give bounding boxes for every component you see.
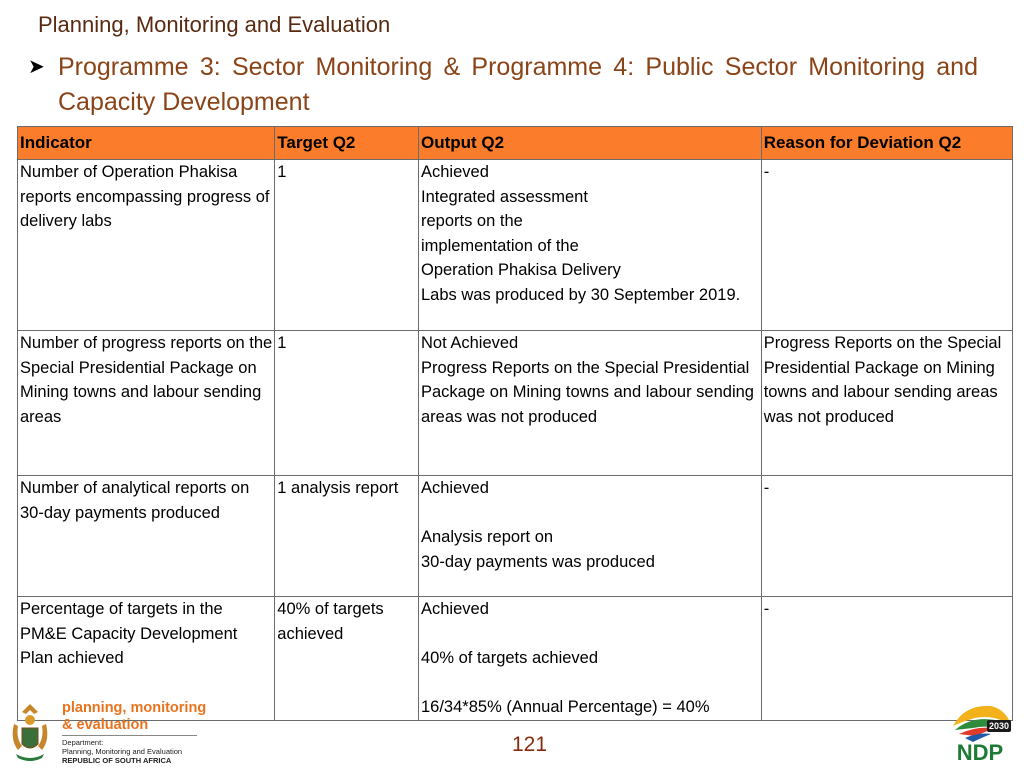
reason-cell: - xyxy=(761,597,1012,721)
programme-heading xyxy=(28,50,978,120)
table-row xyxy=(18,160,1013,331)
table-row xyxy=(18,331,1013,476)
output-line: implementation of the xyxy=(421,236,579,255)
output-cell xyxy=(419,331,762,476)
indicator-cell: Number of progress reports on the Special Presidential Package on Mining towns and labour sending areas xyxy=(18,331,275,476)
output-line: Integrated assessment xyxy=(421,187,588,206)
svg-text:NDP: NDP xyxy=(956,740,1004,764)
output-line: 40% of targets achieved xyxy=(421,649,599,667)
country-name: REPUBLIC OF SOUTH AFRICA xyxy=(62,756,172,765)
indicator-cell: Number of Operation Phakisa reports encompassing progress of delivery labs xyxy=(18,160,275,331)
output-status: Not Achieved xyxy=(421,334,519,352)
table-row xyxy=(18,476,1013,597)
dpme-logo xyxy=(2,700,207,766)
output-line: Operation Phakisa Delivery xyxy=(421,261,621,279)
indicator-cell: Number of analytical reports on 30-day payments produced xyxy=(18,476,275,597)
target-cell: 1 xyxy=(275,160,419,331)
output-status: Achieved xyxy=(421,163,489,181)
logo-line1: planning, monitoring xyxy=(62,700,207,716)
header-output: Output Q2 xyxy=(419,127,762,160)
svg-text:2030: 2030 xyxy=(988,721,1010,731)
header-indicator: Indicator xyxy=(18,127,275,160)
output-line: Analysis report on xyxy=(421,528,554,546)
output-cell xyxy=(419,597,762,721)
output-cell xyxy=(419,160,762,331)
page-title: Planning, Monitoring and Evaluation xyxy=(38,12,391,37)
indicator-cell: Percentage of targets in the PM&E Capacity Development Plan achieved xyxy=(18,597,275,721)
output-line: 30-day payments was produced xyxy=(421,552,655,571)
coat-of-arms-icon xyxy=(6,700,54,766)
output-line: Labs was produced by 30 September 2019. xyxy=(421,285,741,304)
output-status: Achieved xyxy=(421,479,489,497)
dept-name: Planning, Monitoring and Evaluation xyxy=(62,747,183,756)
page-number: 121 xyxy=(512,733,548,756)
output-line: Progress Reports on the Special Presidential Package on Mining towns and labour sending areas was not produced xyxy=(421,358,754,426)
output-line: reports on the xyxy=(421,212,523,230)
table-header-row xyxy=(18,127,1013,160)
arrow-bullet-icon: ➤ xyxy=(28,56,45,78)
reason-cell xyxy=(761,331,1012,476)
output-status: Achieved xyxy=(421,600,489,618)
logo-divider xyxy=(62,735,197,736)
reason-cell: - xyxy=(761,476,1012,597)
indicator-table xyxy=(17,126,1013,721)
target-cell: 1 analysis report xyxy=(275,476,419,597)
output-line: 16/34*85% (Annual Percentage) = 40% xyxy=(421,698,710,716)
output-cell xyxy=(419,476,762,597)
programme-title: Programme 3: Sector Monitoring & Programme 4: Public Sector Monitoring and Capacity Development xyxy=(58,53,978,116)
header-reason: Reason for Deviation Q2 xyxy=(761,127,1012,160)
reason-cell: - xyxy=(761,160,1012,331)
ndp-logo-icon xyxy=(945,698,1015,764)
reason-line: Presidential Package on Mining towns and labour sending areas was not produced xyxy=(763,358,998,426)
logo-line2: & evaluation xyxy=(62,717,149,733)
target-cell: 1 xyxy=(275,331,419,476)
reason-line: Progress Reports on the Special xyxy=(763,334,1002,352)
header-target: Target Q2 xyxy=(275,127,419,160)
dept-label: Department: xyxy=(62,738,104,747)
target-cell: 40% of targets achieved xyxy=(275,597,419,721)
